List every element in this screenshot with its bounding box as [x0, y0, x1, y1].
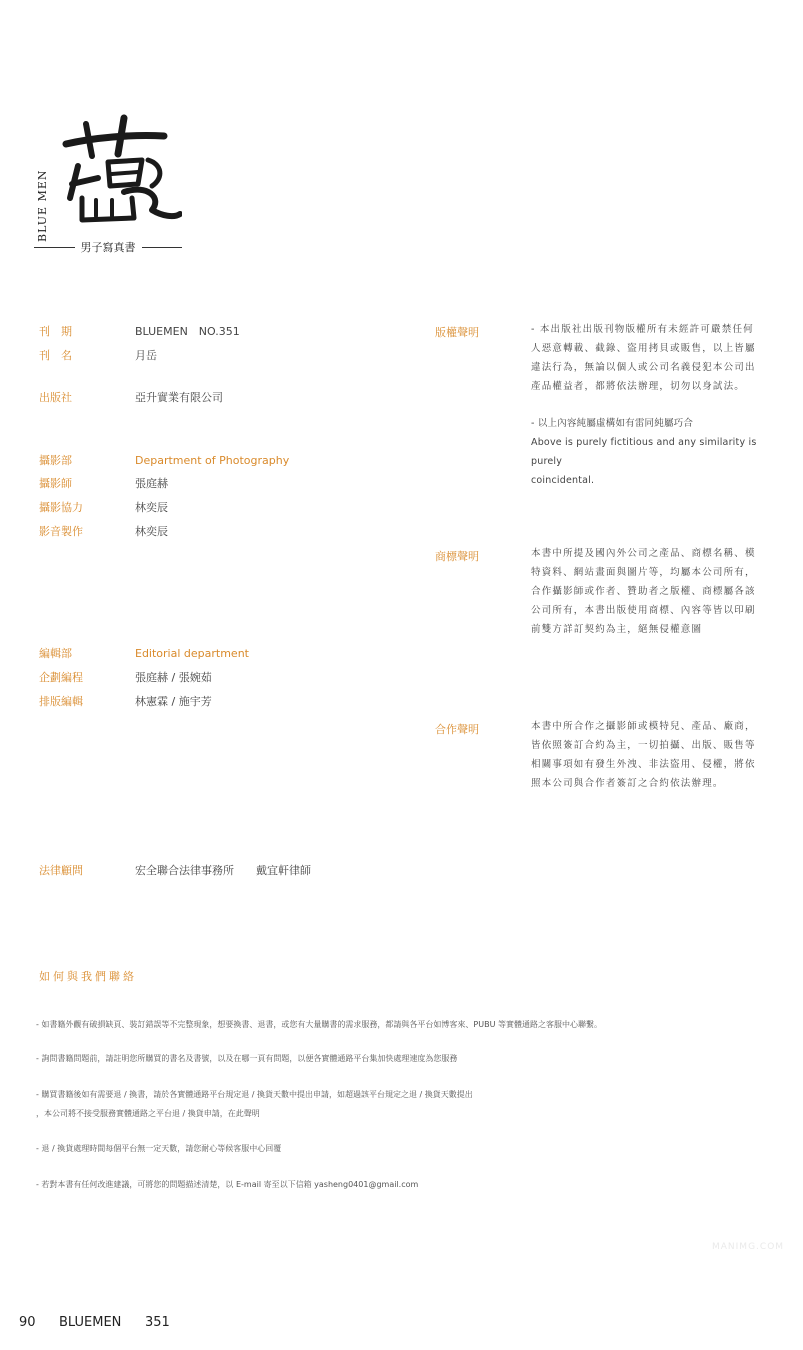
row-issue: [39, 323, 240, 339]
value-planning: 張庭赫 / 張婉茹: [135, 671, 212, 684]
row-photographer: [39, 475, 168, 491]
footer-issue: 351: [145, 1315, 170, 1330]
row-layout: [39, 693, 212, 709]
copyright-line: - 本出版社出版刊物版權所有未經許可嚴禁任何: [531, 324, 754, 335]
label-publisher: 出版社: [39, 391, 72, 404]
value-photo-dept: Department of Photography: [135, 453, 290, 467]
value-edit-dept: Editorial department: [135, 646, 249, 660]
calligraphy-logo-icon: [52, 114, 182, 234]
label-video: 影音製作: [39, 525, 83, 538]
value-photographer: 張庭赫: [135, 477, 168, 490]
trademark-line: 特資料、網站畫面與圖片等，均屬本公司所有，: [531, 567, 756, 578]
value-legal: 宏全聯合法律事務所 戴宜軒律師: [135, 864, 311, 877]
copyright-line: 違法行為，無論以個人或公司名義侵犯本公司出: [531, 362, 756, 373]
logo-vertical-text: BLUE MEN: [36, 169, 49, 242]
label-trademark: 商標聲明: [435, 550, 479, 563]
cooperation-text: [531, 717, 771, 793]
cooperation-line: 相關事項如有發生外洩、非法盜用、侵權，將依: [531, 759, 756, 770]
row-legal: [39, 862, 311, 878]
label-photo-dept: 攝影部: [39, 454, 72, 467]
trademark-line: 公司所有，本書出版使用商標、內容等皆以印刷: [531, 605, 756, 616]
cooperation-line: 皆依照簽訂合約為主，一切拍攝、出版、販售等: [531, 740, 756, 751]
contact-note: ，本公司將不接受服務實體通路之平台退 / 換貨申請，在此聲明: [36, 1109, 260, 1118]
label-legal: 法律顧問: [39, 864, 83, 877]
label-layout: 排版編輯: [39, 695, 83, 708]
logo-rule-right: [142, 247, 183, 248]
contact-note: - 購買書籍後如有需要退 / 換書，請於各實體通路平台規定退 / 換貨天數中提出申請，如超過該平台規定之退 / 換貨天數提出: [36, 1090, 473, 1099]
label-cooperation: 合作聲明: [435, 723, 479, 736]
label-copyright: 版權聲明: [435, 326, 479, 339]
contact-note: - 退 / 換貨處理時間每個平台無一定天數，請您耐心等候客服中心回覆: [36, 1144, 282, 1153]
logo-subtitle: [34, 239, 182, 255]
label-photo-assist: 攝影協力: [39, 501, 83, 514]
cooperation-line: 本書中所合作之攝影師或模特兒、產品、廠商，: [531, 721, 756, 732]
footer-brand: BLUEMEN: [59, 1315, 122, 1330]
logo-rule-left: [34, 247, 75, 248]
copyright-text: [531, 320, 771, 396]
disclaimer-text: [531, 414, 771, 490]
contact-note: - 詢問書籍問題前，請註明您所購買的書名及書號，以及在哪一頁有問題，以便各實體通路平台集加快處理速度為您服務: [36, 1054, 458, 1063]
row-edit-dept: [39, 645, 249, 661]
logo-subtitle-text: 男子寫真書: [80, 241, 136, 254]
value-video: 林奕辰: [135, 525, 168, 538]
row-publisher: [39, 389, 223, 405]
label-edit-dept: 編輯部: [39, 647, 72, 660]
copyright-line: 人惡意轉載、截錄、盜用拷貝或販售，以上皆屬: [531, 343, 756, 354]
label-issue: 刊 期: [39, 325, 72, 338]
brand-logo: [34, 112, 184, 262]
trademark-text: [531, 544, 771, 639]
contact-note: - 如書籍外觀有破損缺頁、裝訂錯誤等不完整現象，想要換書、退書，或您有大量購書的需求服務，都請與各平台如博客來、PUBU 等實體通路之客服中心聯繫。: [36, 1020, 602, 1029]
value-issue: BLUEMEN NO.351: [135, 325, 240, 338]
label-planning: 企劃編程: [39, 671, 83, 684]
row-photo-assist: [39, 499, 168, 515]
cooperation-line: 照本公司與合作者簽訂之合約依法辦理。: [531, 778, 724, 789]
row-photo-dept: [39, 452, 290, 468]
row-title: [39, 347, 157, 363]
trademark-line: 前雙方詳訂契約為主，絕無侵權意圖: [531, 624, 703, 635]
value-publisher: 亞升實業有限公司: [135, 391, 223, 404]
disclaimer-line: - 以上內容純屬虛構如有雷同純屬巧合: [531, 418, 694, 429]
label-title: 刊 名: [39, 349, 72, 362]
copyright-line: 產品權益者，都將依法辦理，切勿以身試法。: [531, 381, 746, 392]
page-footer: [19, 1315, 170, 1330]
row-video: [39, 523, 168, 539]
value-photo-assist: 林奕辰: [135, 501, 168, 514]
trademark-line: 本書中所提及國內外公司之產品、商標名稱、模: [531, 548, 756, 559]
contact-title: 如何與我們聯絡: [39, 970, 137, 983]
label-photographer: 攝影師: [39, 477, 72, 490]
contact-note: - 若對本書有任何改進建議，可將您的問題描述清楚，以 E-mail 寄至以下信箱 yasheng0401@gmail.com: [36, 1180, 419, 1189]
value-title: 月岳: [135, 349, 157, 362]
value-layout: 林憲霖 / 施宇芳: [135, 695, 212, 708]
trademark-line: 合作攝影師或作者、贊助者之版權、商標屬各該: [531, 586, 756, 597]
disclaimer-line: Above is purely fictitious and any similarity is purely: [531, 437, 757, 467]
page-number: 90: [19, 1315, 36, 1330]
row-planning: [39, 669, 212, 685]
watermark: MANIMG.COM: [712, 1242, 785, 1252]
disclaimer-line: coincidental.: [531, 475, 595, 486]
